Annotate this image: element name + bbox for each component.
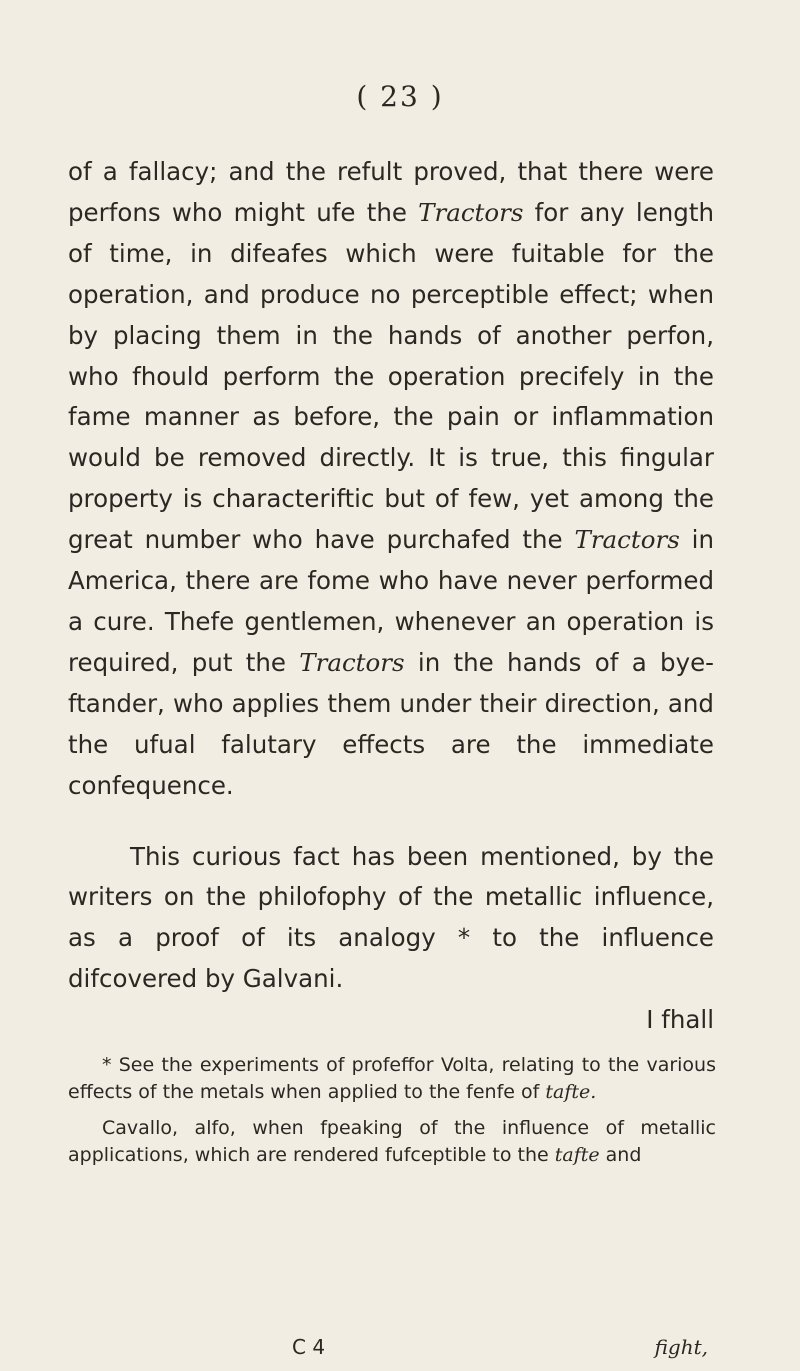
paragraph: of a fallacy; and the refult proved, that there were perfons who might ufe the Tractors for any length of time, in difeafes which were fuitable for the operation, and produce no perceptible effect; when by placing them in the hands of another perfon, who fhould perform the operation precifely in the fame manner as before, the pain or inflammation would be removed directly. It is true, this fingular property is characteriftic but of few, yet among the great number who have purchafed the Tractors in America, there are fome who have never performed a cure. Thefe gentlemen, whenever an operation is required, put the Tractors in the hands of a bye-ftander, who applies them under their direction, and the ufual falutary effects are the immediate confequence. xyxy=(68,157,714,800)
italic-run: Tractors xyxy=(418,197,524,227)
italic-run: Tractors xyxy=(299,647,405,677)
footnote-catchword: fight, xyxy=(654,1335,708,1359)
catchword: I fhall xyxy=(646,1005,714,1035)
signature-mark: C 4 xyxy=(292,1335,326,1359)
footnotes xyxy=(68,1052,716,1169)
italic-run: tafte. xyxy=(545,1081,597,1103)
signature-line xyxy=(0,1335,800,1365)
body-text xyxy=(68,152,714,1041)
footnote: * See the experiments of profeffor Volta, relating to the various effects of the metals when applied to the fenfe of tafte. xyxy=(68,1054,716,1103)
page-number: ( 23 ) xyxy=(356,80,444,113)
italic-run: Tractors xyxy=(574,525,680,555)
italic-run: tafte xyxy=(554,1144,600,1166)
paragraph: This curious fact has been mentioned, by the writers on the philofophy of the metallic influence, as a proof of its analogy * to the influence difcovered by Galvani. xyxy=(68,841,714,994)
footnote: Cavallo, alfo, when fpeaking of the influence of metallic applications, which are rendered fufceptible to the tafte and xyxy=(68,1117,716,1166)
